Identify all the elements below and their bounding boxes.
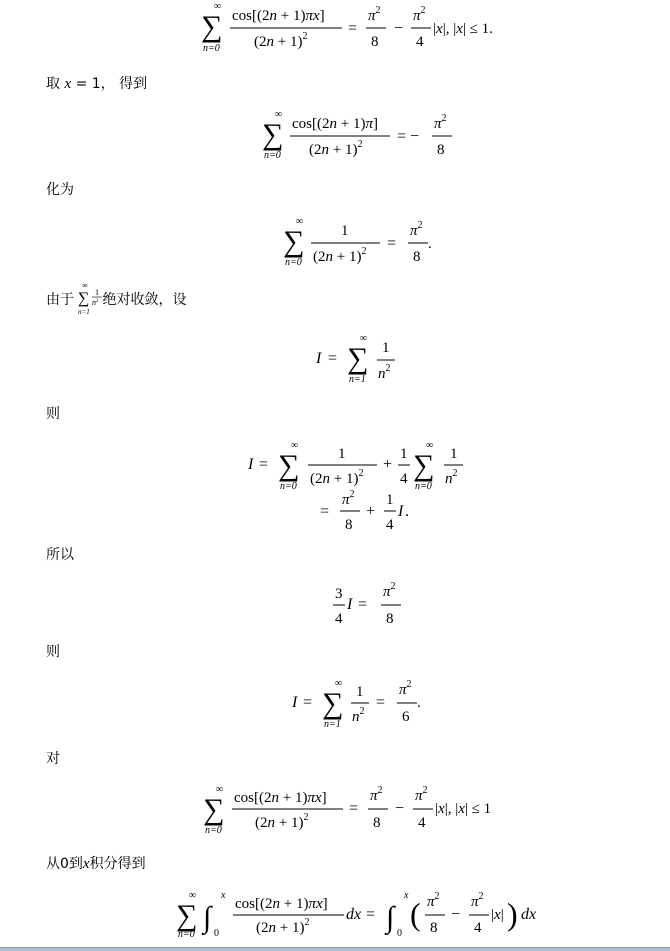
text-for: 对 bbox=[46, 751, 60, 767]
svg-text:∑: ∑ bbox=[413, 449, 435, 482]
equation-basel-result bbox=[0, 676, 670, 766]
svg-text:=: = bbox=[358, 596, 368, 613]
svg-text:dx: dx bbox=[521, 906, 537, 923]
svg-text:−: − bbox=[394, 20, 404, 37]
text-therefore: 所以 bbox=[46, 547, 74, 563]
svg-text:I: I bbox=[316, 350, 322, 367]
sum-upper: ∞ bbox=[214, 1, 222, 12]
svg-text:4: 4 bbox=[400, 471, 408, 487]
text-take-x: 取 x = 1， 得到 bbox=[46, 76, 148, 92]
svg-text:n=0: n=0 bbox=[285, 257, 302, 268]
svg-text:4: 4 bbox=[474, 920, 482, 936]
svg-text:1: 1 bbox=[400, 446, 408, 462]
svg-text:I: I bbox=[292, 694, 298, 711]
svg-text:n2: $n^2$ bbox=[352, 706, 365, 725]
svg-text:=: = bbox=[366, 906, 376, 923]
svg-text:1: 1 bbox=[341, 223, 349, 239]
svg-text:+: + bbox=[366, 503, 376, 520]
svg-text:=: = bbox=[376, 694, 386, 711]
svg-text:−: − bbox=[451, 906, 461, 923]
svg-text:6: 6 bbox=[402, 709, 410, 725]
equation-three-quarter-i bbox=[0, 578, 670, 668]
svg-text:I: I bbox=[347, 596, 353, 613]
svg-text:4: 4 bbox=[386, 517, 394, 533]
svg-text:∑: ∑ bbox=[78, 290, 90, 307]
svg-text:n=0: n=0 bbox=[415, 481, 432, 492]
svg-text:1: 1 bbox=[386, 492, 394, 508]
svg-text:cos[(2n + 1)π]: cos[(2n + 1)π] bbox=[292, 116, 378, 132]
svg-text:−: − bbox=[395, 800, 405, 817]
svg-text:π2: $\pi^2$ bbox=[434, 113, 447, 132]
svg-text:8: 8 bbox=[386, 611, 394, 627]
svg-text:n=1: n=1 bbox=[349, 374, 366, 385]
svg-text:n=0: n=0 bbox=[280, 481, 297, 492]
svg-text:∞: ∞ bbox=[426, 440, 434, 451]
svg-text:(2n + 1)2: $(2n + 1)^2$ bbox=[255, 812, 309, 831]
svg-text:π2: $\pi^2$ bbox=[471, 891, 484, 910]
svg-text:π2: $\pi^2$ bbox=[342, 489, 355, 508]
svg-text:4: 4 bbox=[335, 611, 343, 627]
svg-text:8: 8 bbox=[413, 249, 421, 265]
svg-text:n2: $n^2$ bbox=[92, 298, 99, 307]
svg-text:∑: ∑ bbox=[322, 687, 344, 720]
svg-text:∑: ∑ bbox=[203, 793, 225, 826]
svg-text:π2: $\pi^2$ bbox=[415, 785, 428, 804]
svg-text:x: x bbox=[221, 890, 226, 901]
svg-text:1: 1 bbox=[450, 446, 458, 462]
svg-text:=: = bbox=[259, 456, 269, 473]
svg-text:∞: ∞ bbox=[335, 678, 343, 689]
text-then-2: 则 bbox=[46, 644, 60, 660]
svg-text:∞: ∞ bbox=[360, 333, 368, 344]
svg-text:): ) bbox=[507, 896, 518, 932]
svg-text:1: 1 bbox=[338, 446, 346, 462]
svg-text:0: 0 bbox=[397, 928, 402, 939]
svg-text:π2: $\pi^2$ bbox=[383, 581, 396, 600]
svg-text:n=0: n=0 bbox=[205, 825, 222, 836]
svg-text:3: 3 bbox=[335, 586, 343, 602]
svg-text:π2: $\pi^2$ bbox=[399, 679, 412, 698]
svg-text:(2n + 1)2: $(2n + 1)^2$ bbox=[310, 468, 364, 487]
svg-text:8: 8 bbox=[373, 815, 381, 831]
svg-text:∫: ∫ bbox=[386, 901, 395, 934]
svg-text:∫: ∫ bbox=[203, 901, 212, 934]
svg-text:1: 1 bbox=[382, 340, 390, 356]
svg-text:I: I bbox=[398, 503, 404, 520]
svg-text:∑: ∑ bbox=[278, 449, 300, 482]
svg-text:∞: ∞ bbox=[291, 440, 299, 451]
sum-lower: n=0 bbox=[203, 43, 220, 54]
svg-text:π2: $\pi^2$ bbox=[368, 5, 381, 24]
svg-text:cos[(2n + 1)πx]: cos[(2n + 1)πx] bbox=[235, 896, 328, 912]
svg-text:=: = bbox=[349, 800, 359, 817]
svg-text:8: 8 bbox=[437, 142, 445, 158]
inline-sum-formula bbox=[78, 282, 102, 316]
svg-text:=: = bbox=[303, 694, 313, 711]
svg-text:4: 4 bbox=[418, 815, 426, 831]
text-since: 由于 ∞ ∑ n=1 1 $n^2$ 绝对收敛，设 bbox=[46, 282, 187, 316]
text-then-1: 则 bbox=[46, 406, 60, 422]
svg-text:∞: ∞ bbox=[275, 109, 283, 120]
svg-text:∑: ∑ bbox=[176, 899, 198, 932]
svg-text:n=1: n=1 bbox=[324, 719, 341, 730]
svg-text:π2: $\pi^2$ bbox=[410, 220, 423, 239]
equation-split-sum bbox=[0, 438, 670, 538]
svg-text:=: = bbox=[387, 235, 397, 252]
svg-text:(2n + 1)2: $(2n + 1)^2$ bbox=[313, 246, 367, 265]
equation-integrated bbox=[0, 884, 670, 951]
svg-text:∞: ∞ bbox=[216, 784, 224, 795]
svg-text:+: + bbox=[383, 456, 393, 473]
svg-text:4: 4 bbox=[416, 34, 424, 50]
svg-text:.: . bbox=[417, 695, 421, 711]
svg-text:(2n + 1)2: $(2n + 1)^2$ bbox=[309, 139, 363, 158]
svg-text:n=0: n=0 bbox=[264, 150, 281, 161]
svg-text:cos[(2n + 1)πx]: cos[(2n + 1)πx] bbox=[234, 790, 327, 806]
svg-text:=: = bbox=[348, 20, 358, 37]
svg-text:|x|: |x| bbox=[491, 907, 504, 923]
svg-text:I: I bbox=[248, 456, 254, 473]
svg-text:|x|, |x| ≤ 1.: |x|, |x| ≤ 1. bbox=[433, 21, 493, 37]
svg-text:n=1: n=1 bbox=[78, 308, 91, 316]
svg-text:(2n + 1)2: $(2n + 1)^2$ bbox=[256, 917, 310, 936]
svg-text:8: 8 bbox=[371, 34, 379, 50]
denominator: $(2n + 1)^2$ bbox=[254, 31, 308, 50]
numerator: cos[(2n + 1)πx] bbox=[232, 8, 325, 24]
svg-text:.: . bbox=[405, 503, 409, 520]
svg-text:∑: ∑ bbox=[347, 342, 369, 375]
svg-text:(: ( bbox=[410, 896, 421, 932]
svg-text:π2: $\pi^2$ bbox=[370, 785, 383, 804]
svg-text:.: . bbox=[428, 236, 432, 252]
svg-text:1: 1 bbox=[356, 684, 364, 700]
svg-text:n2: $n^2$ bbox=[378, 363, 391, 382]
svg-text:∞: ∞ bbox=[296, 216, 304, 227]
svg-text:x: x bbox=[404, 890, 409, 901]
svg-text:n=0: n=0 bbox=[178, 929, 195, 940]
svg-text:1: 1 bbox=[95, 288, 100, 297]
svg-text:0: 0 bbox=[214, 928, 219, 939]
svg-text:=: = bbox=[328, 350, 338, 367]
svg-text:= −: = − bbox=[397, 128, 420, 145]
window-bottom-edge bbox=[0, 947, 670, 951]
svg-text:8: 8 bbox=[345, 517, 353, 533]
svg-text:n2: $n^2$ bbox=[445, 468, 458, 487]
svg-text:∑: ∑ bbox=[262, 118, 284, 151]
svg-text:π2: $\pi^2$ bbox=[413, 5, 426, 24]
svg-text:=: = bbox=[320, 503, 330, 520]
text-integrate: 从0到x积分得到 bbox=[46, 856, 146, 872]
svg-text:|x|, |x| ≤ 1: |x|, |x| ≤ 1 bbox=[435, 801, 492, 817]
svg-text:∑: ∑ bbox=[283, 225, 305, 258]
sum-sign: ∑ bbox=[201, 10, 223, 43]
text-simplify: 化为 bbox=[46, 182, 74, 198]
equation-define-i bbox=[0, 330, 670, 420]
equation-at-x-one bbox=[0, 108, 670, 198]
svg-text:∞: ∞ bbox=[189, 890, 197, 901]
svg-text:π2: $\pi^2$ bbox=[427, 891, 440, 910]
svg-text:dx: dx bbox=[346, 906, 362, 923]
svg-text:∞: ∞ bbox=[82, 282, 89, 290]
svg-text:8: 8 bbox=[430, 920, 438, 936]
